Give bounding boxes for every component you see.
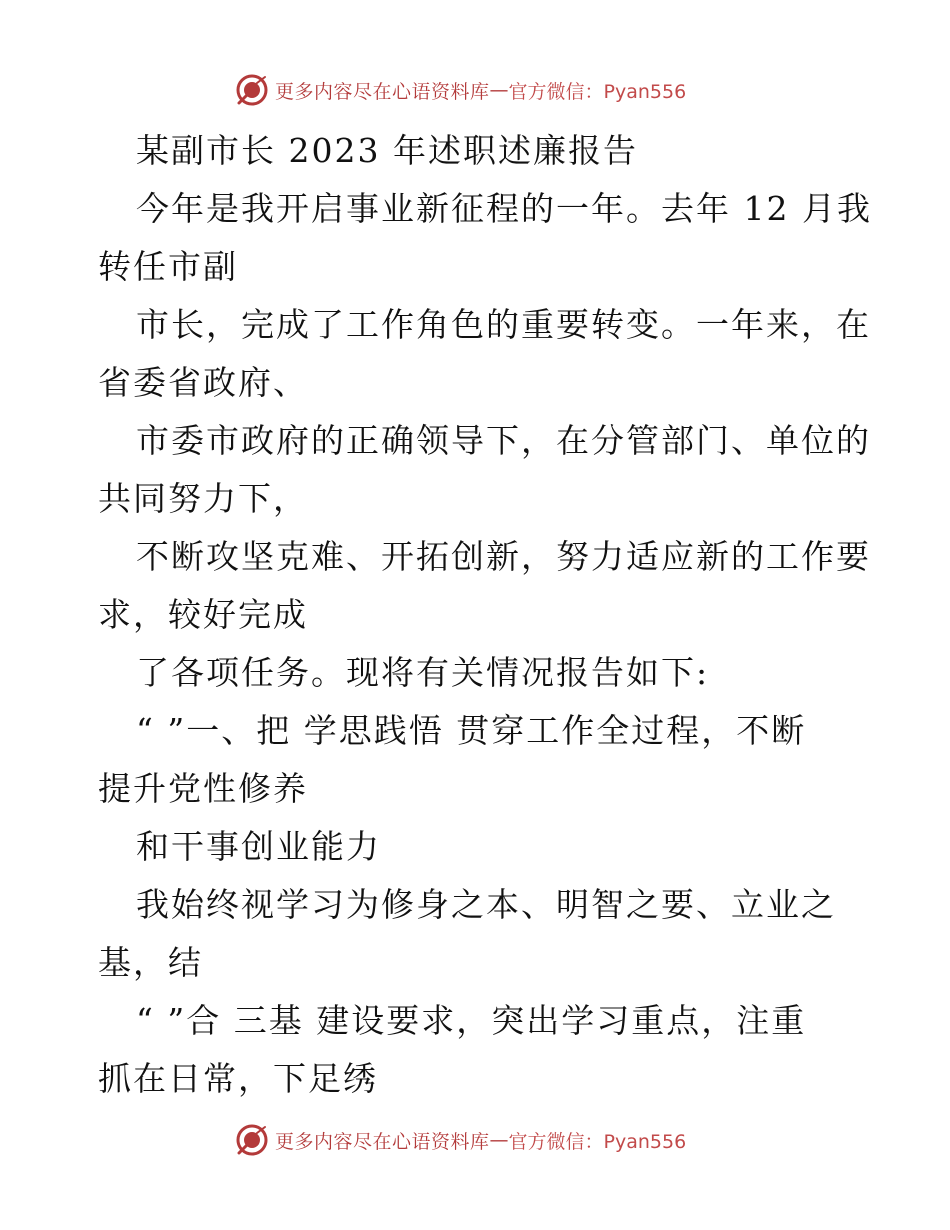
watermark-separator: — (489, 79, 509, 101)
pen-seal-icon (235, 73, 269, 107)
text-line: 市长，完成了工作角色的重要转变。一年来，在 (136, 305, 871, 344)
text-line: 我始终视学习为修身之本、明智之要、立业之 (136, 885, 836, 924)
pen-seal-icon (235, 1123, 269, 1157)
watermark-suffix: 官方微信：Pyan556 (508, 80, 687, 103)
text-line: 今年是我开启事业新征程的一年。去年 12 月我 (136, 189, 872, 228)
watermark-header (235, 72, 755, 108)
watermark-footer (235, 1122, 755, 1158)
text-line: 求，较好完成 (98, 595, 308, 634)
text-line: 市委市政府的正确领导下，在分管部门、单位的 (136, 421, 871, 460)
text-line: 不断攻坚克难、开拓创新，努力适应新的工作要 (136, 537, 871, 576)
watermark-main-text: 更多内容尽在心语资料库 (275, 1130, 490, 1153)
section-heading-line: 和干事创业能力 (136, 827, 381, 866)
text-line: 基，结 (98, 943, 203, 982)
watermark-suffix: 官方微信：Pyan556 (508, 1130, 687, 1153)
text-line: 转任市副 (98, 247, 238, 286)
section-heading-line: “ ”一、把 学思践悟 贯穿工作全过程，不断 (136, 711, 807, 750)
text-line: 省委省政府、 (98, 363, 308, 402)
watermark-separator: — (489, 1129, 509, 1151)
text-line: 了各项任务。现将有关情况报告如下: (136, 653, 710, 692)
document-body (98, 122, 872, 1108)
section-heading-line: 提升党性修养 (98, 769, 308, 808)
watermark-main-text: 更多内容尽在心语资料库 (275, 80, 490, 103)
text-line: 共同努力下， (98, 479, 308, 518)
text-line: “ ”合 三基 建设要求，突出学习重点，注重 (136, 1001, 807, 1040)
document-title: 某副市长 2023 年述职述廉报告 (136, 131, 638, 170)
text-line: 抓在日常，下足绣 (98, 1059, 378, 1098)
